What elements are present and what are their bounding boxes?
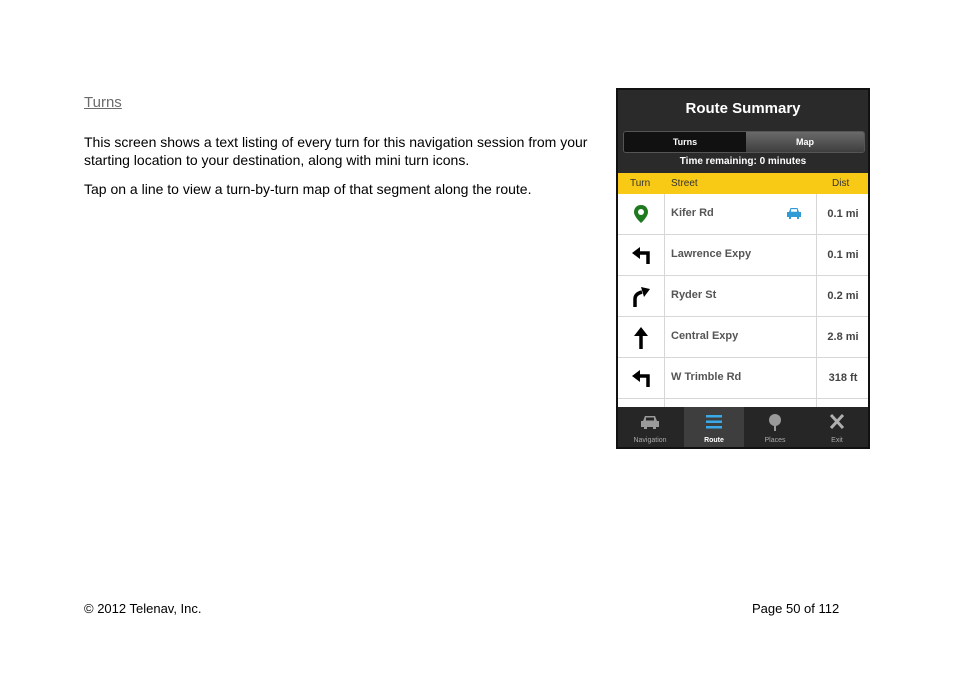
- bear-right-icon: [618, 276, 665, 316]
- col-street: Street: [671, 178, 698, 189]
- distance: 0.1 mi: [816, 235, 868, 275]
- street-name: Ryder St: [671, 289, 717, 301]
- straight-icon: [618, 399, 665, 407]
- bottom-tab-bar: [618, 407, 868, 447]
- distance: [816, 399, 868, 407]
- distance: 318 ft: [816, 358, 868, 398]
- street-name: W Trimble Rd: [671, 371, 742, 383]
- instruction-paragraph: Tap on a line to view a turn-by-turn map of that segment along the route.: [84, 181, 532, 197]
- description-paragraph: This screen shows a text listing of every turn for this navigation session from your starting location to your destination, along with mini turn icons.: [84, 134, 588, 168]
- turn-row[interactable]: [618, 317, 868, 358]
- tab-navigation[interactable]: Navigation: [620, 407, 680, 447]
- tab-route[interactable]: Route: [684, 407, 744, 447]
- car-icon: [640, 413, 660, 431]
- street-name: Kifer Rd: [671, 207, 714, 219]
- list-icon: [704, 413, 724, 431]
- turn-row[interactable]: [618, 399, 868, 407]
- section-heading[interactable]: Turns: [84, 94, 122, 111]
- turn-list: [618, 194, 868, 407]
- page-number: Page 50 of 112: [752, 601, 840, 616]
- segmented-control: [623, 131, 865, 153]
- turn-row[interactable]: [618, 358, 868, 399]
- street-name: Central Expy: [671, 330, 739, 342]
- turn-row[interactable]: [618, 194, 868, 235]
- straight-icon: [618, 317, 665, 357]
- segment-map[interactable]: Map: [746, 132, 864, 152]
- close-icon: [827, 413, 847, 431]
- column-header: [618, 173, 868, 194]
- distance: 0.1 mi: [816, 194, 868, 234]
- route-summary-screenshot: [616, 88, 870, 449]
- turn-row[interactable]: [618, 235, 868, 276]
- distance: 2.8 mi: [816, 317, 868, 357]
- top-bar: [618, 90, 868, 173]
- screen-title: Route Summary: [685, 100, 801, 117]
- distance: 0.2 mi: [816, 276, 868, 316]
- segment-turns[interactable]: Turns: [624, 132, 746, 152]
- street-name: Lawrence Expy: [671, 248, 752, 260]
- col-turn: Turn: [630, 178, 651, 189]
- tab-exit[interactable]: Exit: [807, 407, 867, 447]
- tab-places[interactable]: Places: [745, 407, 805, 447]
- pin-icon: [765, 413, 785, 431]
- copyright-footer: © 2012 Telenav, Inc.: [84, 601, 202, 616]
- turn-left-icon: [618, 358, 665, 398]
- time-remaining: Time remaining: 0 minutes: [679, 156, 807, 167]
- col-dist: Dist: [832, 178, 850, 189]
- car-icon: [786, 206, 802, 225]
- location-pin-icon: [618, 194, 665, 234]
- turn-left-icon: [618, 235, 665, 275]
- turn-row[interactable]: [618, 276, 868, 317]
